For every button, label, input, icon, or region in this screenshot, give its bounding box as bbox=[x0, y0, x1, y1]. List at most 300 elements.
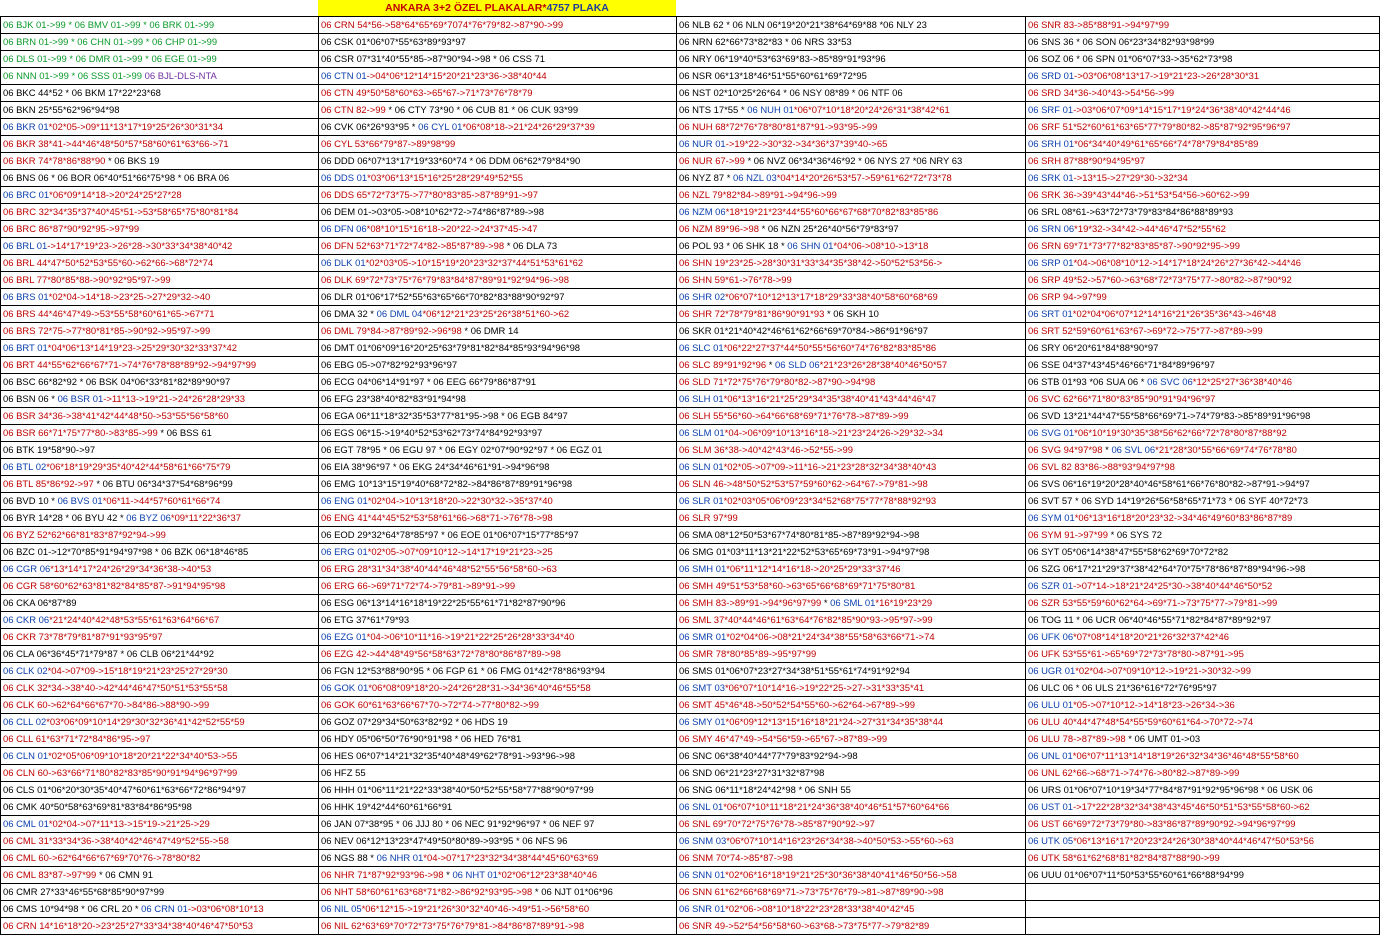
plate-text: 06 BRC 86*87*90*92*95->97*99 bbox=[3, 223, 140, 235]
plate-text: *12*25*27*36*38*40*46 bbox=[1192, 376, 1292, 388]
table-cell bbox=[1026, 663, 1380, 680]
table-cell bbox=[319, 680, 677, 697]
plate-text: 06 EIA 38*96*97 * 06 EKG 24*34*46*61*91->94*96*98 bbox=[321, 461, 550, 473]
table-cell bbox=[1026, 833, 1380, 850]
plate-text: ->03*06*07*09*14*15*17*19*24*36*38*40*42*44*46 bbox=[1073, 104, 1291, 116]
table-cell bbox=[319, 323, 677, 340]
plate-text: 06 SMS 01*06*07*23*27*34*38*51*55*61*74*91*92*94 bbox=[679, 665, 910, 677]
table-row bbox=[1, 34, 1380, 51]
table-cell bbox=[677, 714, 1026, 731]
table-cell bbox=[1026, 799, 1380, 816]
plate-text: 06 BRT 01 bbox=[3, 342, 48, 354]
plate-text: *02*05*06*09*10*18*20*21*22*34*40*53->55 bbox=[48, 750, 238, 762]
table-cell bbox=[1026, 493, 1380, 510]
plate-text: *02*04->10*13*18*20->22*30*32->35*37*40 bbox=[367, 495, 553, 507]
table-cell bbox=[319, 289, 677, 306]
plate-text: *21*24*40*42*48*53*55*61*63*64*66*67 bbox=[49, 614, 220, 626]
table-cell bbox=[319, 17, 677, 34]
plate-text: 06 DMT 01*06*09*16*20*25*63*79*81*82*84*85*93*94*96*98 bbox=[321, 342, 581, 354]
table-cell bbox=[677, 459, 1026, 476]
table-cell bbox=[677, 578, 1026, 595]
plate-text: 06 SLM 36*38->40*42*43*46->52*55->99 bbox=[679, 444, 853, 456]
plate-table-body bbox=[1, 17, 1380, 935]
table-cell bbox=[1026, 170, 1380, 187]
table-cell bbox=[319, 629, 677, 646]
table-cell bbox=[1026, 901, 1380, 918]
table-cell bbox=[677, 476, 1026, 493]
table-cell bbox=[677, 663, 1026, 680]
plate-text: *06*22*27*37*44*50*55*56*60*74*76*82*83*85*86 bbox=[723, 342, 937, 354]
table-row bbox=[1, 578, 1380, 595]
table-cell bbox=[677, 272, 1026, 289]
table-cell bbox=[319, 612, 677, 629]
plate-text: 06 SSE 04*37*43*45*46*66*71*84*89*96*97 bbox=[1028, 359, 1215, 371]
table-cell bbox=[1, 918, 319, 935]
table-cell bbox=[319, 340, 677, 357]
plate-text: *08*10*15*16*18->20*22->24*37*45->47 bbox=[366, 223, 538, 235]
table-cell bbox=[1026, 816, 1380, 833]
plate-text: 06 BSR 01 bbox=[57, 393, 104, 405]
plate-text: *06*13*16*18*20*23*32->34*46*49*60*83*86*87*89 bbox=[1074, 512, 1293, 524]
plate-text: *02*05->07*09*10*12->14*17*19*21*23->25 bbox=[367, 546, 553, 558]
plate-text: 06 BKR 74*78*86*88*90 bbox=[3, 155, 108, 167]
table-row bbox=[1, 901, 1380, 918]
table-cell bbox=[677, 731, 1026, 748]
plate-text: *21*28*30*55*66*69*74*76*78*80 bbox=[1155, 444, 1297, 456]
plate-text: *04->07*17*23*32*34*38*44*45*60*63*69 bbox=[423, 852, 599, 864]
table-row bbox=[1, 340, 1380, 357]
plate-text: *02*03*05->10*15*19*20*23*32*37*44*51*53*61*62 bbox=[365, 257, 584, 269]
plate-text: 06 SMY 01 bbox=[679, 716, 726, 728]
plate-text: 06 CLL 02 bbox=[3, 716, 47, 728]
plate-text: 06 SYM 91->97*99 bbox=[1028, 529, 1111, 541]
plate-text: 06 UTK 58*61*62*68*81*82*84*87*88*90->99 bbox=[1028, 852, 1220, 864]
plate-text: 06 ECG 04*06*14*91*97 * 06 EEG 66*79*86*87*91 bbox=[321, 376, 537, 388]
table-cell bbox=[1026, 476, 1380, 493]
plate-text: *06*09*14*18->20*24*25*27*28 bbox=[49, 189, 182, 201]
plate-text: 06 CLN 60->63*66*71*80*82*83*85*90*91*94*96*97*99 bbox=[3, 767, 238, 779]
table-cell bbox=[677, 493, 1026, 510]
plate-text: 06 CRN 01 bbox=[141, 903, 188, 915]
table-cell bbox=[1, 442, 319, 459]
plate-text: 06 CMK 40*50*58*63*69*81*83*84*86*95*98 bbox=[3, 801, 192, 813]
plate-text: *06*07*10*14*16*23*26*34*38->40*50*53->55*60->63 bbox=[726, 835, 954, 847]
plate-text: * bbox=[823, 597, 831, 609]
plate-text: 06 SML 37*40*44*46*61*63*64*76*82*85*90*93->95*97->99 bbox=[679, 614, 933, 626]
table-cell bbox=[319, 510, 677, 527]
table-row bbox=[1, 272, 1380, 289]
plate-text: 06 DDS 65*72*73*75->77*80*83*85->87*89*91->97 bbox=[321, 189, 538, 201]
table-cell bbox=[677, 204, 1026, 221]
table-row bbox=[1, 408, 1380, 425]
plate-text: *06*08*09*18*20->24*26*28*31->34*36*40*46*55*58 bbox=[368, 682, 591, 694]
plate-text: 06 UFK 06 bbox=[1028, 631, 1074, 643]
table-cell bbox=[677, 850, 1026, 867]
table-cell bbox=[319, 306, 677, 323]
table-cell bbox=[1, 561, 319, 578]
plate-text: 06 NIL 05 bbox=[321, 903, 362, 915]
table-cell bbox=[1, 731, 319, 748]
plate-text: *04->06*08*10*12->14*17*18*24*26*27*36*42->44*46 bbox=[1073, 257, 1301, 269]
plate-text: 06 SLM 01 bbox=[679, 427, 725, 439]
table-cell bbox=[677, 323, 1026, 340]
table-cell bbox=[319, 544, 677, 561]
table-row bbox=[1, 816, 1380, 833]
plate-text: 06 GOK 01 bbox=[321, 682, 369, 694]
plate-text: 06 GOZ 07*29*34*50*63*82*92 * 06 HDS 19 bbox=[321, 716, 508, 728]
plate-text: 06 SMG 01*03*11*13*21*22*52*53*65*69*73*91->94*97*98 bbox=[679, 546, 930, 558]
table-cell bbox=[1, 238, 319, 255]
plate-text: 06 BKC 44*52 * 06 BKM 17*22*23*68 bbox=[3, 87, 161, 99]
plate-text: 06 NHT 58*60*61*63*68*71*82->86*92*93*95->98 bbox=[321, 886, 535, 898]
plate-text: 06 SVS 06*16*19*20*28*40*46*58*61*66*76*80*82->87*91->94*97 bbox=[1028, 478, 1310, 490]
plate-text: * 06 NJT 01*06*96 bbox=[534, 886, 613, 898]
table-cell bbox=[319, 459, 677, 476]
plate-text: 06 NTS 17*55 * bbox=[679, 104, 748, 116]
plate-text: 06 SVL 06 bbox=[1111, 444, 1156, 456]
table-row bbox=[1, 153, 1380, 170]
table-cell bbox=[319, 238, 677, 255]
plate-text: * 06 NVZ 06*34*36*46*92 * 06 NYS 27 *06 NRY 63 bbox=[747, 155, 963, 167]
plate-text: * 06 NZN 25*26*40*56*79*83*97 bbox=[761, 223, 899, 235]
plate-text: 06 JAN 07*38*95 * 06 JJJ 80 * 06 NEC 91*92*96*97 * 06 NEF 97 bbox=[321, 818, 595, 830]
plate-text: ->04*06*12*14*15*20*21*23*36->38*40*44 bbox=[366, 70, 547, 82]
table-cell bbox=[319, 136, 677, 153]
table-cell bbox=[1026, 765, 1380, 782]
table-cell bbox=[1026, 68, 1380, 85]
table-cell bbox=[1, 663, 319, 680]
table-cell bbox=[319, 595, 677, 612]
table-cell bbox=[677, 391, 1026, 408]
plate-text: *06*12*21*23*25*26*38*51*60->62 bbox=[422, 308, 570, 320]
plate-text: 06 CGR 58*60*62*63*81*82*84*85*87->91*94*95*98 bbox=[3, 580, 226, 592]
plate-text: 06 SNL 01 bbox=[679, 801, 724, 813]
plate-text: * 06 DLA 73 bbox=[506, 240, 558, 252]
table-row bbox=[1, 204, 1380, 221]
table-cell bbox=[677, 646, 1026, 663]
table-cell bbox=[1, 323, 319, 340]
table-row bbox=[1, 510, 1380, 527]
plate-text: 06 CML 01 bbox=[3, 818, 49, 830]
table-cell bbox=[1, 629, 319, 646]
table-cell bbox=[677, 68, 1026, 85]
plate-text: ->14*17*19*23->26*28->30*33*34*38*40*42 bbox=[47, 240, 233, 252]
table-cell bbox=[1, 833, 319, 850]
plate-text: 06 SRN 06 bbox=[1028, 223, 1075, 235]
plate-text: 06 GOK 60*61*63*66*67*70->72*74->77*80*82->99 bbox=[321, 699, 540, 711]
plate-text: 06 SVL 82 83*86->88*93*94*97*98 bbox=[1028, 461, 1175, 473]
plate-text: 06 CRN 14*16*18*20->23*25*27*33*34*38*40*46*47*50*53 bbox=[3, 920, 254, 932]
plate-text: *02*03*05*06*09*23*34*52*68*75*77*78*88*92*93 bbox=[723, 495, 937, 507]
plate-text: ->17*22*28*32*34*38*43*45*46*50*51*53*55*58*60->62 bbox=[1072, 801, 1310, 813]
plate-text: 06 ERG 66->69*71*72*74->79*81->89*91->99 bbox=[321, 580, 516, 592]
plate-text: *06*07*10*12*13*17*18*29*33*38*40*58*60*68*69 bbox=[725, 291, 938, 303]
plate-text: 06 CLL 61*63*71*72*84*86*95->97 bbox=[3, 733, 151, 745]
plate-text: 06 SRP 01 bbox=[1028, 257, 1074, 269]
plate-text: 06 EZG 01 bbox=[321, 631, 367, 643]
plate-text: 06 EOD 29*32*64*78*85*97 * 06 EOE 01*06*07*15*77*85*97 bbox=[321, 529, 579, 541]
plate-text: 06 SMR 78*80*85*89->95*97*99 bbox=[679, 648, 817, 660]
table-cell bbox=[1, 476, 319, 493]
table-cell bbox=[677, 595, 1026, 612]
plate-text: *02*05->09*11*13*17*19*25*26*30*31*34 bbox=[48, 121, 223, 133]
plate-text: *06*34*40*49*61*65*66*74*78*79*84*85*89 bbox=[1074, 138, 1259, 150]
plate-text: * 06 BKS 19 bbox=[107, 155, 160, 167]
table-cell bbox=[677, 306, 1026, 323]
table-cell bbox=[1, 204, 319, 221]
table-cell bbox=[1, 425, 319, 442]
plate-text: 06 BRS 72*75->77*80*81*85->90*92->95*97->99 bbox=[3, 325, 211, 337]
plate-text: 06 SRN 69*71*73*77*82*83*85*87->90*92*95->99 bbox=[1028, 240, 1240, 252]
plate-text: 06 BRL 77*80*85*88->90*92*95*97->99 bbox=[3, 274, 171, 286]
plate-text: *04->06*09*10*13*16*18->21*23*24*26->29*32->34 bbox=[724, 427, 943, 439]
table-cell bbox=[677, 748, 1026, 765]
table-cell bbox=[1026, 646, 1380, 663]
plate-text: *02*06*12*23*38*40*46 bbox=[497, 869, 598, 881]
plate-text: 06 SNN 61*62*66*68*69*71->73*75*76*79->81->87*89*90->98 bbox=[679, 886, 944, 898]
plate-text: 06 BRS 44*46*47*49->53*55*58*60*61*65->67*71 bbox=[3, 308, 215, 320]
table-row bbox=[1, 918, 1380, 935]
plate-text: 06 ENG 01 bbox=[321, 495, 368, 507]
plate-text: * 06 UMT 01->03 bbox=[1128, 733, 1201, 745]
table-cell bbox=[677, 510, 1026, 527]
table-cell bbox=[1026, 306, 1380, 323]
plate-text: *04*06->08*10->13*18 bbox=[833, 240, 929, 252]
plate-text: *03*06*13*15*16*25*28*29*49*52*55 bbox=[367, 172, 524, 184]
table-cell bbox=[1026, 884, 1380, 901]
table-cell bbox=[1, 697, 319, 714]
table-cell bbox=[1, 680, 319, 697]
table-cell bbox=[677, 442, 1026, 459]
plate-text: 06 NRY 06*19*40*53*63*69*83->85*89*91*93*96 bbox=[679, 53, 886, 65]
plate-text: 06 NUR 67->99 bbox=[679, 155, 748, 167]
plate-text: 06 BYZ 52*62*66*81*83*87*92*94->99 bbox=[3, 529, 166, 541]
table-cell bbox=[319, 153, 677, 170]
table-cell bbox=[319, 357, 677, 374]
table-cell bbox=[1, 119, 319, 136]
plate-text: 06 BYZ 06 bbox=[126, 512, 171, 524]
table-cell bbox=[1, 765, 319, 782]
plate-text: 06 BJK 01->99 * 06 BMV 01->99 * 06 BRK 01->99 bbox=[3, 19, 215, 31]
table-cell bbox=[319, 68, 677, 85]
table-cell bbox=[319, 646, 677, 663]
plate-text: 06 BSR 34*36->38*41*42*44*48*50->53*55*56*58*60 bbox=[3, 410, 229, 422]
plate-text: *06*07*10*14*16->19*22*25->27->31*33*35*41 bbox=[725, 682, 925, 694]
table-cell bbox=[677, 765, 1026, 782]
table-cell bbox=[319, 731, 677, 748]
plate-text: 06 NEV 06*12*13*23*47*49*50*80*89->93*95 * 06 NFS 96 bbox=[321, 835, 568, 847]
plate-text: 06 SLN 01 bbox=[679, 461, 724, 473]
plate-text: 06 CMR 27*33*46*55*68*85*90*97*99 bbox=[3, 886, 165, 898]
plate-text: * 06 CMN 91 bbox=[98, 869, 153, 881]
table-cell bbox=[1, 816, 319, 833]
plate-text: 06 SVG 94*97*98 bbox=[1028, 444, 1106, 456]
plate-text: *02*06->08*10*18*22*23*28*33*38*40*42*45 bbox=[725, 903, 915, 915]
plate-text: 06 CMS 10*94*98 * 06 CRL 20 * bbox=[3, 903, 142, 915]
plate-text: *13*14*17*24*26*29*34*36*38->40*53 bbox=[50, 563, 212, 575]
plate-text: 06 CML 31*33*34*36->38*40*42*46*47*49*52*55->58 bbox=[3, 835, 229, 847]
title-part-2: 4757 PLAKA bbox=[546, 2, 609, 14]
table-row bbox=[1, 748, 1380, 765]
plate-text: 06 CTN 01 bbox=[321, 70, 367, 82]
plate-text: 06 SRF 01 bbox=[1028, 104, 1074, 116]
table-row bbox=[1, 595, 1380, 612]
table-cell bbox=[1, 187, 319, 204]
plate-text: *09*11*22*36*37 bbox=[170, 512, 242, 524]
plate-text: 06 SNR 01 bbox=[679, 903, 726, 915]
table-cell bbox=[677, 833, 1026, 850]
table-cell bbox=[1026, 578, 1380, 595]
plate-text: 06 SHR 02 bbox=[679, 291, 726, 303]
plate-text: 06 TOG 11 * 06 UCR 06*40*46*55*71*82*84*87*89*92*97 bbox=[1028, 614, 1271, 626]
plate-text: 06 ULU 78->87*89->98 bbox=[1028, 733, 1129, 745]
table-cell bbox=[319, 221, 677, 238]
table-cell bbox=[319, 799, 677, 816]
table-cell bbox=[1026, 425, 1380, 442]
plate-text: 06 DLR 01*06*17*52*55*63*65*66*70*82*83*88*90*92*97 bbox=[321, 291, 565, 303]
table-cell bbox=[677, 102, 1026, 119]
plate-text: 06 CKA 06*87*89 bbox=[3, 597, 77, 609]
table-cell bbox=[1, 255, 319, 272]
table-cell bbox=[677, 340, 1026, 357]
plate-text: 06 HFZ 55 bbox=[321, 767, 366, 779]
plate-text: 06 CGR 06 bbox=[3, 563, 51, 575]
table-cell bbox=[1026, 544, 1380, 561]
plate-text: 06 ENG 41*44*45*52*53*58*61*66->68*71->76*78->98 bbox=[321, 512, 553, 524]
table-cell bbox=[1026, 918, 1380, 935]
plate-text: 06 SLD 71*72*75*76*79*80*82->87*90->94*98 bbox=[679, 376, 876, 388]
plate-text: 06 EGT 78*95 * 06 EGU 97 * 06 EGY 02*07*90*92*97 * 06 EGZ 01 bbox=[321, 444, 603, 456]
plate-text: 06 URS 01*06*07*10*19*34*77*84*87*91*92*95*96*98 * 06 USK 06 bbox=[1028, 784, 1313, 796]
table-row bbox=[1, 731, 1380, 748]
table-cell bbox=[1026, 323, 1380, 340]
table-cell bbox=[319, 578, 677, 595]
table-cell bbox=[1026, 561, 1380, 578]
plate-text: 06 SNM 03 bbox=[679, 835, 727, 847]
plate-text: 06 SZG 06*17*21*29*37*38*42*64*70*75*78*86*87*89*94*96->98 bbox=[1028, 563, 1306, 575]
table-row bbox=[1, 646, 1380, 663]
table-cell bbox=[1026, 255, 1380, 272]
plate-text: 06 BVD 10 * bbox=[3, 495, 58, 507]
table-cell bbox=[319, 714, 677, 731]
table-cell bbox=[1026, 272, 1380, 289]
table-cell bbox=[319, 663, 677, 680]
plate-text: 06 BSR 66*71*75*77*80->83*85->99 bbox=[3, 427, 161, 439]
plate-text: 06 CTN 49*50*58*60*63->65*67->71*73*76*78*79 bbox=[321, 87, 533, 99]
plate-text: ->07*14->18*21*24*25*30->38*40*44*46*50*52 bbox=[1073, 580, 1273, 592]
plate-text: 06 SHN 59*61->76*78->99 bbox=[679, 274, 792, 286]
plate-text: 06 ULC 06 * 06 ULS 21*36*616*72*76*95*97 bbox=[1028, 682, 1217, 694]
table-row bbox=[1, 663, 1380, 680]
plate-text: 06 SKR 01*21*40*42*46*61*62*66*69*70*84->86*91*96*97 bbox=[679, 325, 929, 337]
table-cell bbox=[1026, 187, 1380, 204]
table-cell bbox=[677, 51, 1026, 68]
table-cell bbox=[677, 170, 1026, 187]
table-cell bbox=[319, 493, 677, 510]
table-cell bbox=[1, 289, 319, 306]
plate-text: 06 SLC 89*91*92*96 bbox=[679, 359, 769, 371]
table-cell bbox=[677, 799, 1026, 816]
table-row bbox=[1, 17, 1380, 34]
plate-text: 06 DFN 52*63*71*72*74*82->85*87*89->98 bbox=[321, 240, 507, 252]
plate-text: 06 BKR 38*41->44*46*48*50*57*58*60*61*63*66->71 bbox=[3, 138, 229, 150]
table-cell bbox=[1, 544, 319, 561]
plate-text: 06 UNL 62*66->68*71->74*76->80*82->87*89->99 bbox=[1028, 767, 1240, 779]
plate-text: 06 EFG 23*38*40*82*83*91*94*98 bbox=[321, 393, 466, 405]
plate-text: *07*08*14*18*20*21*26*32*37*42*46 bbox=[1073, 631, 1229, 643]
plate-text: * 06 DMR 14 bbox=[464, 325, 519, 337]
plate-text: 06 SRH 01 bbox=[1028, 138, 1075, 150]
plate-text: 06 EGA 06*11*18*32*35*53*77*81*95->98 * 06 EGB 84*97 bbox=[321, 410, 568, 422]
table-row bbox=[1, 187, 1380, 204]
table-row bbox=[1, 102, 1380, 119]
table-cell bbox=[1, 391, 319, 408]
table-cell bbox=[1026, 714, 1380, 731]
plate-text: 06 SYM 01 bbox=[1028, 512, 1075, 524]
plate-text: 06 SMH 49*51*53*58*60->63*65*66*68*69*71*75*80*81 bbox=[679, 580, 916, 592]
table-row bbox=[1, 527, 1380, 544]
table-cell bbox=[319, 850, 677, 867]
plate-text: 06 SRY 06*20*61*84*88*90*97 bbox=[1028, 342, 1159, 354]
table-cell bbox=[1026, 102, 1380, 119]
plate-text: 06 CML 60->62*64*66*67*69*70*76->78*80*82 bbox=[3, 852, 201, 864]
plate-text: * bbox=[768, 359, 776, 371]
plate-text: 06 BRS 01 bbox=[3, 291, 49, 303]
title-separator: * bbox=[542, 2, 547, 14]
plate-text: *06*12*15->19*21*26*30*32*40*46->49*51->56*58*60 bbox=[361, 903, 590, 915]
plate-text: 06 SNR 49->52*54*56*58*60->63*68->73*75*77->79*82*89 bbox=[679, 920, 930, 932]
table-cell bbox=[1026, 119, 1380, 136]
plate-text: 06 SNN 01 bbox=[679, 869, 726, 881]
plate-text: 06 SHR 72*78*79*81*86*90*91*93 bbox=[679, 308, 827, 320]
table-cell bbox=[319, 272, 677, 289]
plate-text: 06 NZM 89*96->98 bbox=[679, 223, 762, 235]
table-cell bbox=[1, 306, 319, 323]
plate-text: 06 ULU 40*44*47*48*54*55*59*60*61*64->70*72->74 bbox=[1028, 716, 1254, 728]
plate-text: 06 NZM 06 bbox=[679, 206, 726, 218]
table-cell bbox=[319, 51, 677, 68]
table-cell bbox=[319, 765, 677, 782]
table-cell bbox=[319, 901, 677, 918]
plate-text: 06 BYR 14*28 * 06 BYU 42 * bbox=[3, 512, 127, 524]
table-cell bbox=[1026, 221, 1380, 238]
table-row bbox=[1, 697, 1380, 714]
plate-text: 06 POL 93 * 06 SHK 18 * bbox=[679, 240, 788, 252]
table-cell bbox=[1, 272, 319, 289]
table-cell bbox=[1026, 527, 1380, 544]
table-cell bbox=[1026, 629, 1380, 646]
table-cell bbox=[677, 918, 1026, 935]
plate-text: 06 CSR 07*31*40*55*85->87*90*94->98 * 06 CSS 71 bbox=[321, 53, 546, 65]
table-cell bbox=[1026, 442, 1380, 459]
table-cell bbox=[1, 136, 319, 153]
plate-text: ->03*06*08*10*13 bbox=[187, 903, 264, 915]
plate-text: 06 BVS 01 bbox=[57, 495, 103, 507]
plate-text: 06 ETG 37*61*79*93 bbox=[321, 614, 410, 626]
plate-text: 06 SLD 06 bbox=[775, 359, 820, 371]
plate-text: 06 SMT 45*46*48->50*52*54*55*60->62*64->67*89->99 bbox=[679, 699, 915, 711]
plate-text: 06 SMH 83->89*91->94*96*97*99 bbox=[679, 597, 824, 609]
plate-text: 06 CLK 32*34->38*40->42*44*46*47*50*51*53*55*58 bbox=[3, 682, 228, 694]
table-cell bbox=[677, 629, 1026, 646]
table-cell bbox=[319, 408, 677, 425]
table-cell bbox=[319, 187, 677, 204]
plate-text: 06 UST 01 bbox=[1028, 801, 1073, 813]
table-row bbox=[1, 391, 1380, 408]
table-cell bbox=[319, 102, 677, 119]
table-cell bbox=[319, 527, 677, 544]
plate-text: 06 BRC 32*34*35*37*40*45*51->53*58*65*75*80*81*84 bbox=[3, 206, 239, 218]
